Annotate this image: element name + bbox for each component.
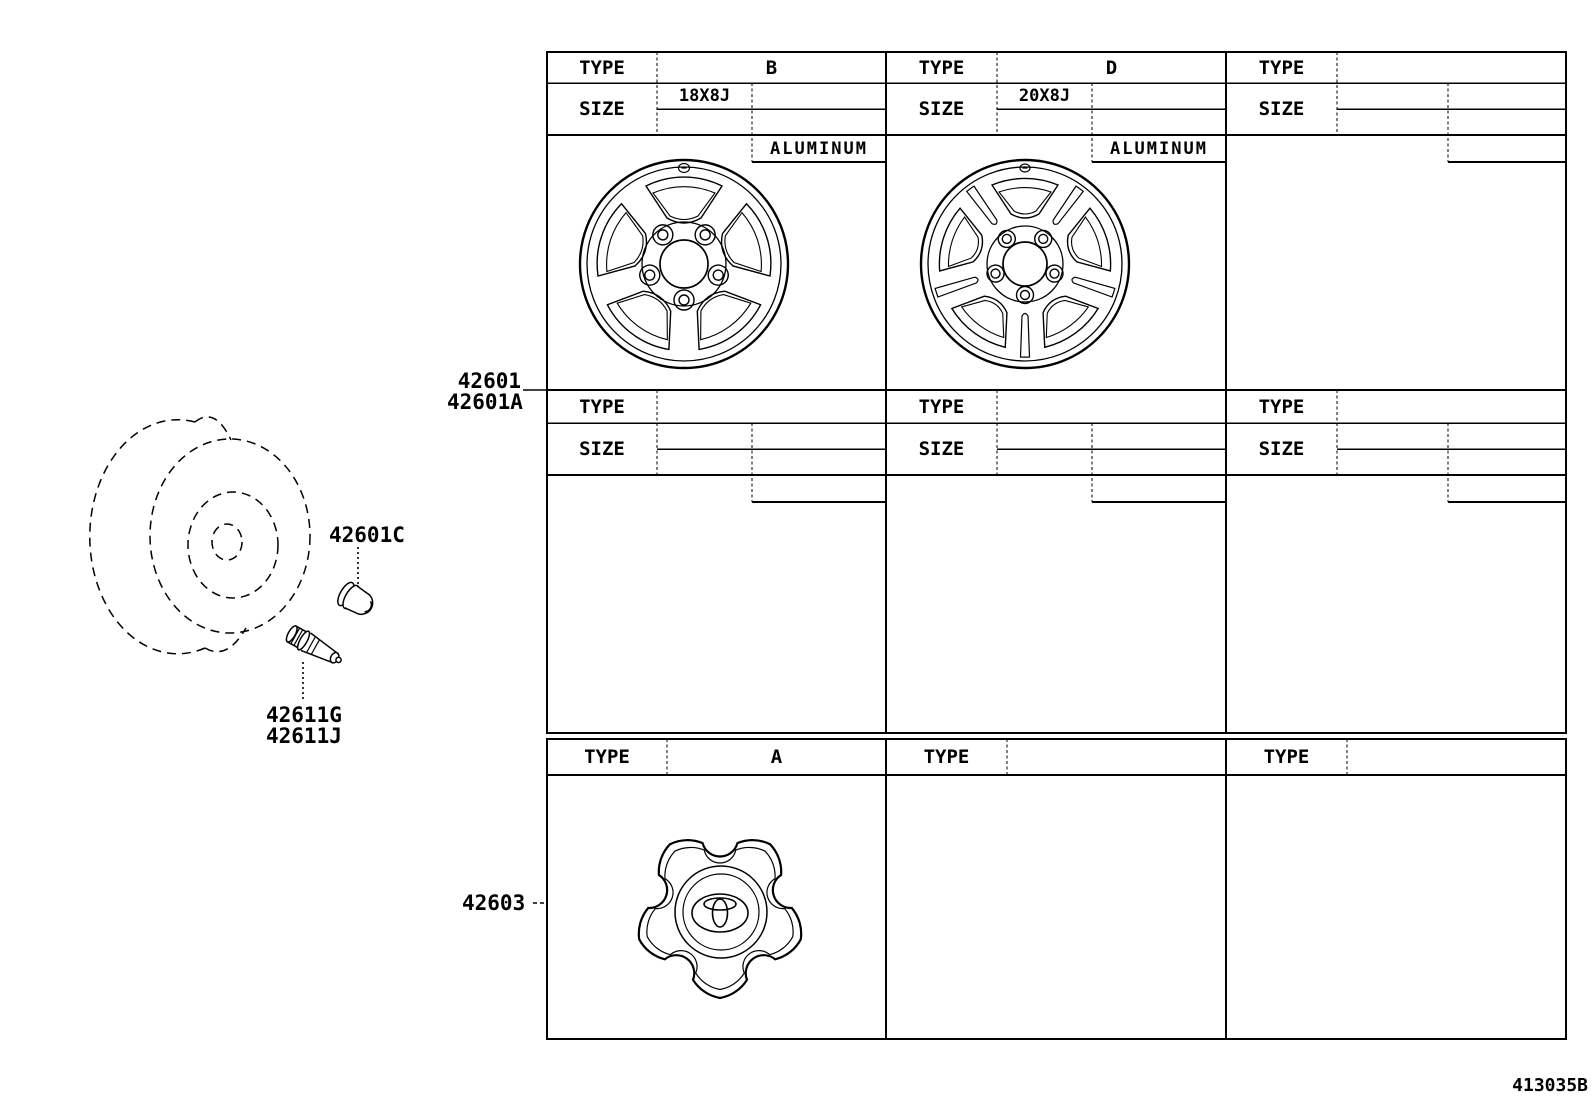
mid-type-value-3 [1337, 390, 1566, 423]
top-size-value-1: 18X8J [678, 86, 731, 106]
top-type-value-3 [1337, 52, 1566, 83]
part-callout-42601c: 42601C [329, 523, 405, 547]
mid-type-value-1 [657, 390, 886, 423]
wheel-type-d-illustration [921, 160, 1129, 368]
top-type-label-1: TYPE [579, 56, 625, 79]
mid-type-label-1: TYPE [579, 395, 625, 418]
top-size-value-2: 20X8J [1018, 86, 1071, 106]
part-callout-42601a: 42601A [447, 390, 523, 414]
top-type-label-2: TYPE [918, 56, 965, 79]
mid-type-label-2: TYPE [918, 395, 965, 418]
top-type-label-3: TYPE [1258, 56, 1305, 79]
top-size-label-2: SIZE [918, 98, 965, 120]
cap-type-value-2 [1007, 739, 1226, 775]
figure-number: 413035B [1512, 1075, 1588, 1096]
mid-size-label-3: SIZE [1258, 438, 1305, 460]
part-callout-42611j: 42611J [266, 724, 342, 748]
cap-type-label-2: TYPE [923, 746, 970, 768]
wheel-type-b-illustration [580, 160, 788, 368]
material-badge-1: ALUMINUM [770, 138, 868, 159]
valve-illustration [284, 623, 346, 670]
cap-type-label-1: TYPE [584, 746, 630, 768]
hub-nut-illustration [335, 580, 378, 620]
cap-type-value-3 [1347, 739, 1566, 775]
top-type-value-2: D [1105, 56, 1118, 79]
material-badge-2: ALUMINUM [1110, 138, 1208, 159]
top-size-value-3 [1337, 83, 1448, 109]
mid-type-label-3: TYPE [1258, 395, 1305, 418]
part-callout-42601: 42601 [457, 369, 521, 393]
valve-hole [679, 164, 690, 173]
mid-size-label-2: SIZE [918, 438, 965, 460]
top-size-label-1: SIZE [579, 98, 625, 120]
mid-size-label-1: SIZE [579, 438, 625, 460]
part-callout-42603: 42603 [462, 891, 526, 915]
cap-type-label-3: TYPE [1263, 746, 1310, 768]
part-callout-42611g: 42611G [266, 703, 342, 727]
wheel-cap-illustration [639, 840, 801, 998]
cap-type-value-1: A [770, 746, 783, 768]
valve-hole [1020, 164, 1030, 172]
tire-illustration [90, 417, 310, 654]
top-size-label-3: SIZE [1258, 98, 1305, 120]
mid-type-value-2 [997, 390, 1226, 423]
callout-leader-lines [303, 390, 546, 903]
top-type-value-1: B [765, 56, 778, 79]
